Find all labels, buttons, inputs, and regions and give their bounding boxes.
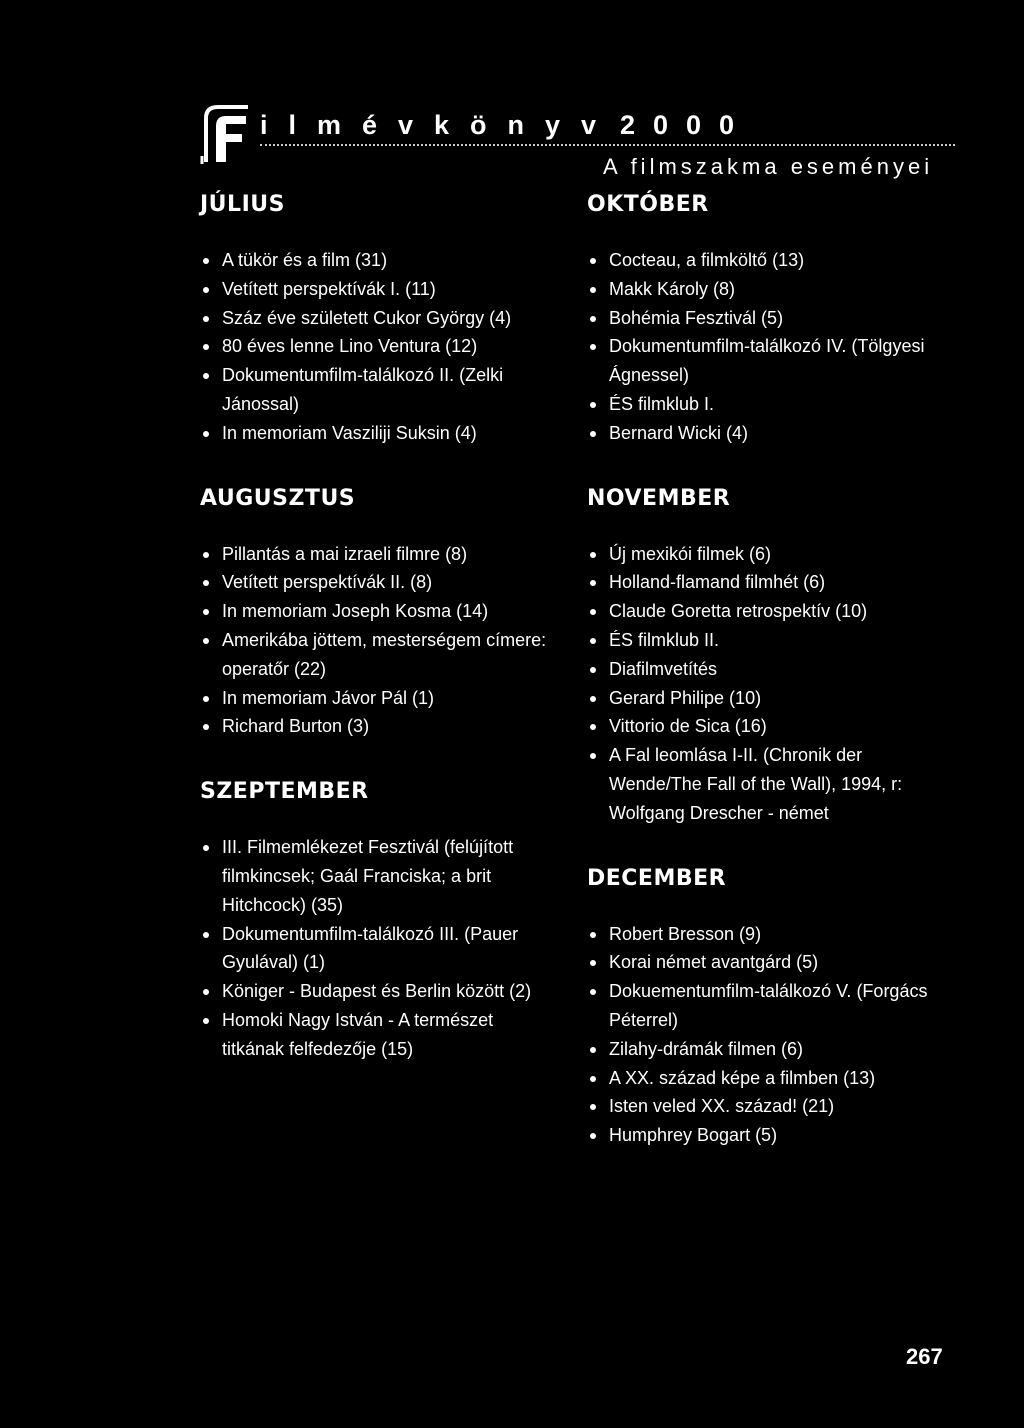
list-item: Korai német avantgárd (5)	[587, 948, 957, 977]
section-title: NOVEMBER	[587, 485, 731, 511]
event-list	[587, 246, 957, 448]
event-list	[587, 920, 957, 1150]
list-item: Gerard Philipe (10)	[587, 684, 957, 713]
list-item: Makk Károly (8)	[587, 275, 957, 304]
section-title: DECEMBER	[587, 865, 727, 891]
list-item: In memoriam Vasziliji Suksin (4)	[200, 419, 560, 448]
list-item: III. Filmemlékezet Fesztivál (felújított filmkincsek; Gaál Franciska; a brit Hitchcock) (35)	[200, 833, 560, 919]
page-header	[200, 104, 960, 179]
section-title: JÚLIUS	[200, 192, 285, 217]
list-item: Dokumentumfilm-találkozó II. (Zelki Jánossal)	[200, 361, 560, 419]
list-item: ÉS filmklub I.	[587, 390, 957, 419]
list-item: Isten veled XX. század! (21)	[587, 1092, 957, 1121]
list-item: Dokumentumfilm-találkozó III. (Pauer Gyulával) (1)	[200, 920, 560, 978]
list-item: In memoriam Joseph Kosma (14)	[200, 597, 560, 626]
event-list	[587, 540, 957, 828]
event-list	[200, 540, 560, 742]
left-column	[200, 190, 560, 1100]
section-szeptember	[200, 777, 560, 1063]
section-julius	[200, 190, 560, 448]
list-item: Robert Bresson (9)	[587, 920, 957, 949]
list-item: A Fal leomlása I-II. (Chronik der Wende/The Fall of the Wall), 1994, r: Wolfgang Drescher - német	[587, 741, 957, 827]
publication-title: ilmévkönyv	[260, 110, 618, 140]
section-title: AUGUSZTUS	[200, 485, 356, 511]
list-item: Pillantás a mai izraeli filmre (8)	[200, 540, 560, 569]
publication-subtitle: A filmszakma eseményei	[603, 154, 934, 179]
list-item: Bohémia Fesztivál (5)	[587, 304, 957, 333]
list-item: Königer - Budapest és Berlin között (2)	[200, 977, 560, 1006]
list-item: Cocteau, a filmköltő (13)	[587, 246, 957, 275]
list-item: Homoki Nagy István - A természet titkának felfedezője (15)	[200, 1006, 560, 1064]
list-item: Száz éve született Cukor György (4)	[200, 304, 560, 333]
list-item: Humphrey Bogart (5)	[587, 1121, 957, 1150]
list-item: Dokumentumfilm-találkozó IV. (Tölgyesi Ágnessel)	[587, 332, 957, 390]
list-item: Vetített perspektívák I. (11)	[200, 275, 560, 304]
section-title: SZEPTEMBER	[200, 779, 369, 805]
list-item: Zilahy-drámák filmen (6)	[587, 1035, 957, 1064]
section-november	[587, 484, 957, 828]
right-column	[587, 190, 957, 1186]
section-december	[587, 864, 957, 1150]
list-item: Holland-flamand filmhét (6)	[587, 568, 957, 597]
list-item: Claude Goretta retrospektív (10)	[587, 597, 957, 626]
list-item: Amerikába jöttem, mesterségem címere: operatőr (22)	[200, 626, 560, 684]
list-item: Vetített perspektívák II. (8)	[200, 568, 560, 597]
list-item: Dokuementumfilm-találkozó V. (Forgács Péterrel)	[587, 977, 957, 1035]
list-item: Richard Burton (3)	[200, 712, 560, 741]
list-item: 80 éves lenne Lino Ventura (12)	[200, 332, 560, 361]
filmevkonyv-logo-icon	[200, 104, 252, 164]
event-list	[200, 833, 560, 1063]
section-augusztus	[200, 484, 560, 742]
list-item: Új mexikói filmek (6)	[587, 540, 957, 569]
publication-year: 2000	[620, 110, 753, 140]
list-item: Diafilmvetítés	[587, 655, 957, 684]
section-oktober	[587, 190, 957, 448]
list-item: Bernard Wicki (4)	[587, 419, 957, 448]
list-item: A tükör és a film (31)	[200, 246, 560, 275]
section-title: OKTÓBER	[587, 192, 709, 217]
list-item: A XX. század képe a filmben (13)	[587, 1064, 957, 1093]
list-item: In memoriam Jávor Pál (1)	[200, 684, 560, 713]
page-number: 267	[906, 1344, 943, 1369]
list-item: ÉS filmklub II.	[587, 626, 957, 655]
header-dotted-rule	[260, 144, 955, 149]
list-item: Vittorio de Sica (16)	[587, 712, 957, 741]
event-list	[200, 246, 560, 448]
